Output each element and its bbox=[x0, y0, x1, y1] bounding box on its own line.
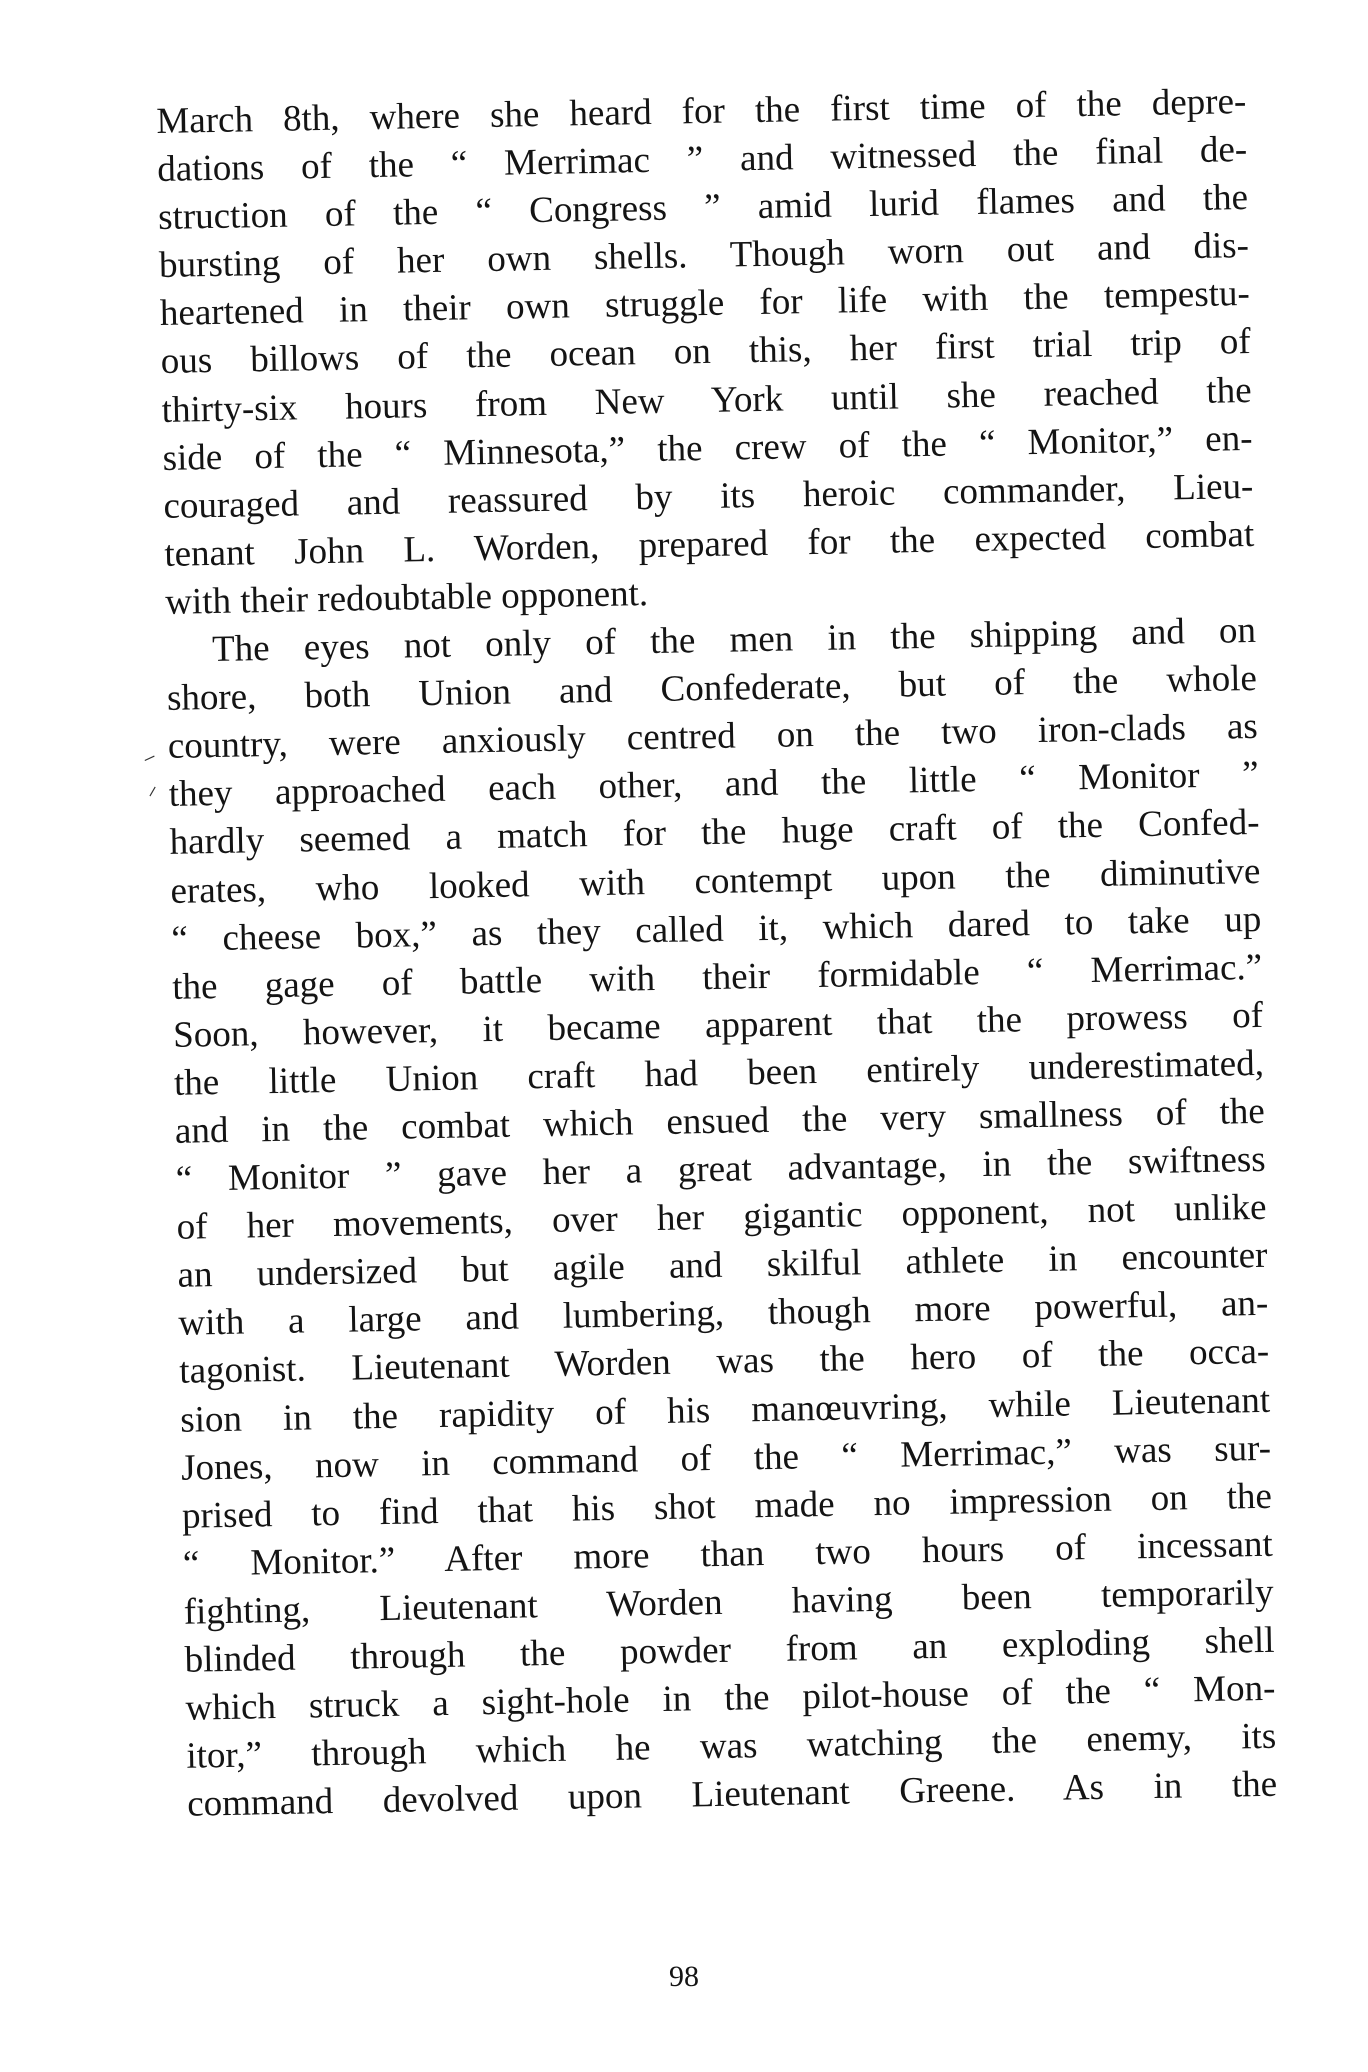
margin-mark: ⸝ bbox=[141, 739, 161, 768]
text-line: dations of the “ Merrimac ” and witnessed the final de- bbox=[156, 129, 1248, 191]
text-line: side of the “ Minnesota,” the crew of the “ Monitor,” en- bbox=[162, 417, 1253, 479]
text-line: an undersized but agile and skilful athlete in encounter bbox=[177, 1235, 1268, 1297]
text-line: itor,” through which he was watching the enemy, its bbox=[186, 1715, 1277, 1777]
text-line: country, were anxiously centred on the two iron-clads as bbox=[167, 706, 1259, 768]
text-line: “ Monitor ” gave her a great advantage, in the swiftness bbox=[175, 1138, 1267, 1200]
text-line: tagonist. Lieutenant Worden was the hero of the occa- bbox=[178, 1331, 1270, 1393]
text-line: of her movements, over her gigantic opponent, not unlike bbox=[176, 1186, 1267, 1248]
text-line: erates, who looked with contempt upon the diminutive bbox=[170, 850, 1261, 912]
text-line: couraged and reassured by its heroic commander, Lieu- bbox=[163, 465, 1254, 527]
text-line: with a large and lumbering, though more powerful, an- bbox=[178, 1283, 1269, 1345]
margin-mark: ⸍ bbox=[145, 781, 163, 809]
text-line: ous billows of the ocean on this, her first trial trip of bbox=[160, 321, 1252, 383]
text-line: they approached each other, and the little “ Monitor ” bbox=[168, 754, 1259, 816]
text-line: thirty-six hours from New York until she reached the bbox=[161, 369, 1252, 431]
text-line: blinded through the powder from an exploding shell bbox=[184, 1619, 1275, 1681]
text-line: sion in the rapidity of his manœuvring, while Lieutenant bbox=[179, 1379, 1271, 1441]
text-line: struction of the “ Congress ” amid lurid flames and the bbox=[157, 177, 1249, 239]
page-number: 98 bbox=[669, 1960, 699, 1993]
text-line: tenant John L. Worden, prepared for the expected combat bbox=[163, 513, 1255, 575]
text-line: shore, both Union and Confederate, but of the whole bbox=[166, 658, 1258, 720]
text-line: and in the combat which ensued the very smallness of the bbox=[174, 1090, 1266, 1152]
text-line: “ Monitor.” After more than two hours of incessant bbox=[182, 1523, 1274, 1585]
text-line: March 8th, where she heard for the first time of the depre- bbox=[156, 81, 1247, 142]
text-line: bursting of her own shells. Though worn out and dis- bbox=[158, 225, 1250, 287]
text-line: command devolved upon Lieutenant Greene. As in the bbox=[186, 1764, 1278, 1825]
body-text bbox=[156, 78, 1278, 1829]
text-line: Jones, now in command of the “ Merrimac,” was sur- bbox=[180, 1427, 1272, 1489]
text-line: “ cheese box,” as they called it, which dared to take up bbox=[171, 898, 1262, 960]
text-line: hardly seemed a match for the huge craft of the Confed- bbox=[169, 802, 1260, 864]
text-line: heartened in their own struggle for life with the tempestu- bbox=[159, 273, 1251, 335]
text-line: the gage of battle with their formidable “ Merrimac.” bbox=[171, 946, 1263, 1008]
text-line: with their redoubtable opponent. bbox=[164, 573, 649, 623]
text-line: which struck a sight-hole in the pilot-house of the “ Mon- bbox=[185, 1667, 1276, 1729]
text-line: the little Union craft had been entirely underestimated, bbox=[173, 1042, 1265, 1104]
text-line: The eyes not only of the men in the shipping and on bbox=[211, 609, 1257, 671]
text-line: prised to find that his shot made no impression on the bbox=[181, 1475, 1273, 1537]
text-line: fighting, Lieutenant Worden having been temporarily bbox=[183, 1571, 1274, 1633]
text-line: Soon, however, it became apparent that the prowess of bbox=[172, 994, 1264, 1056]
